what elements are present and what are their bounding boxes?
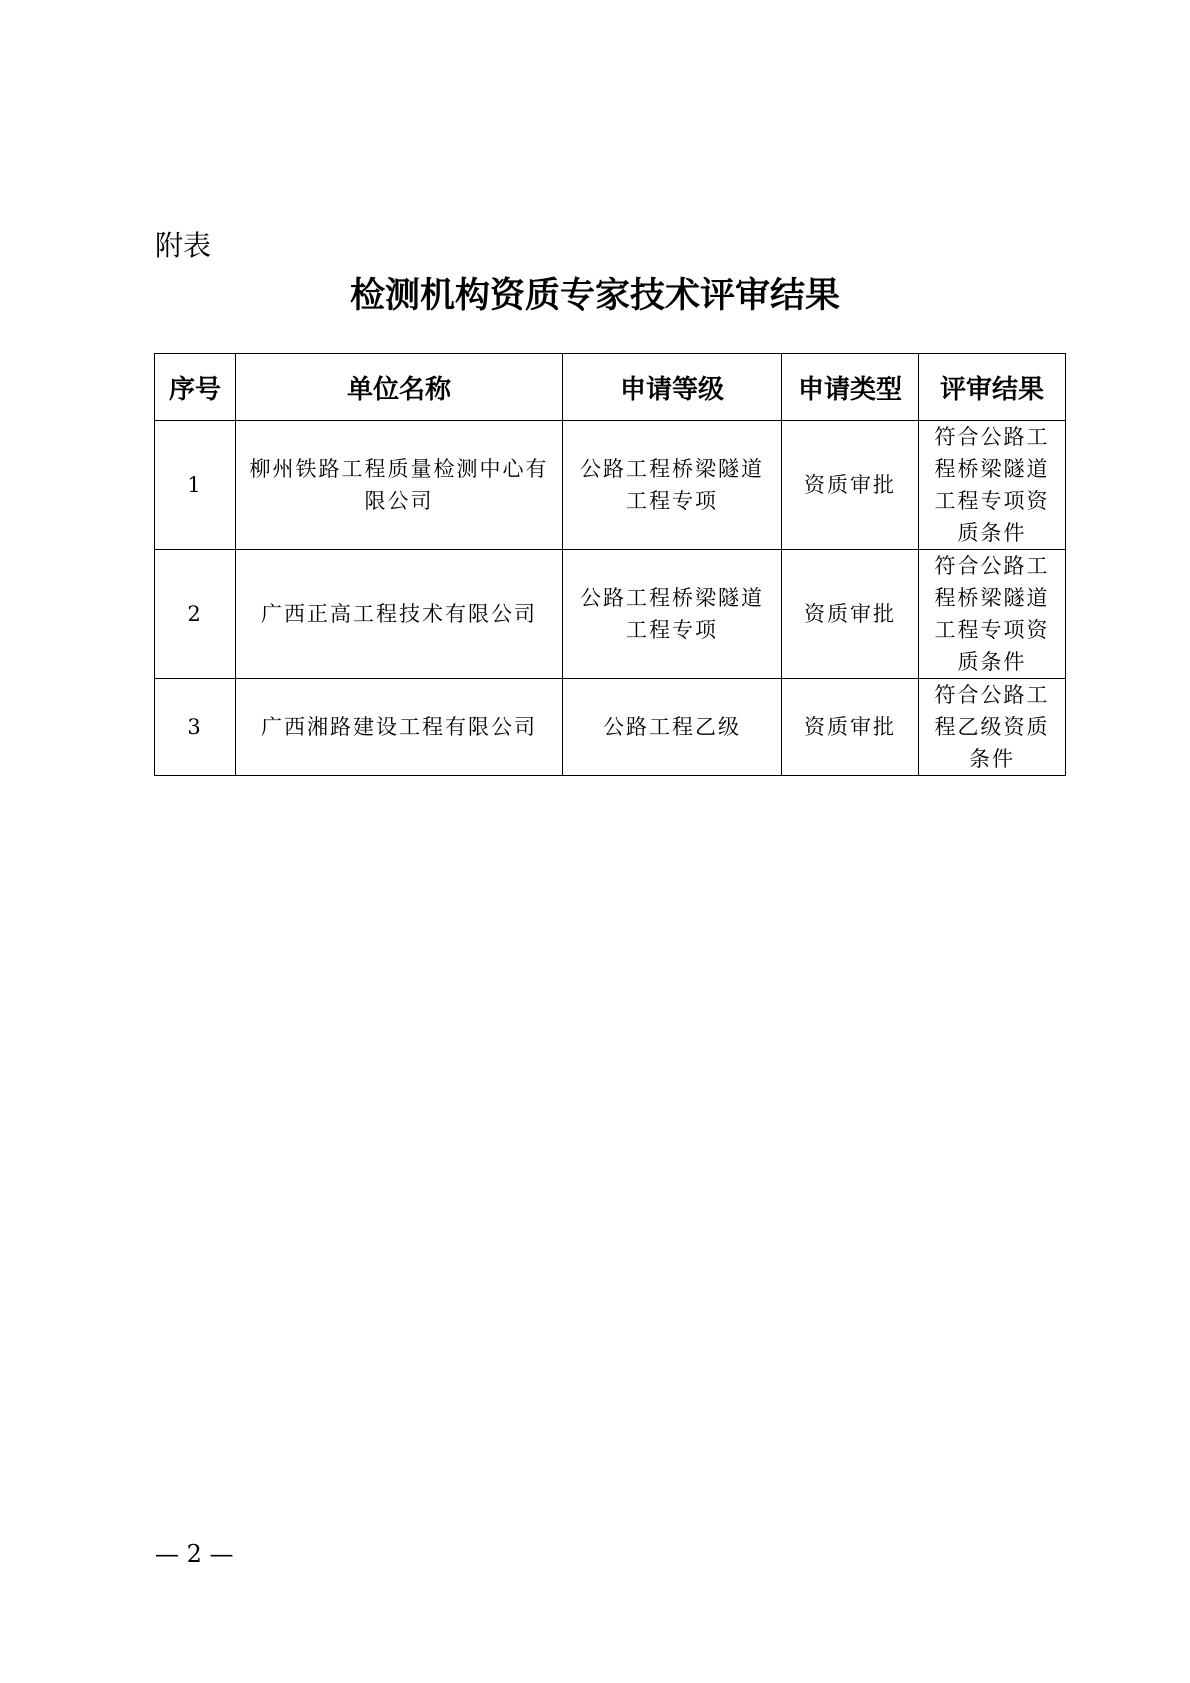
- cell-type: 资质审批: [782, 421, 919, 550]
- header-name: 单位名称: [236, 354, 563, 421]
- annex-label: 附表: [155, 229, 212, 262]
- review-results-table: [154, 353, 1066, 776]
- document-title: 检测机构资质专家技术评审结果: [349, 276, 840, 316]
- header-result: 评审结果: [919, 354, 1066, 421]
- cell-result: 符合公路工程桥梁隧道工程专项资质条件: [919, 421, 1066, 550]
- cell-type: 资质审批: [782, 550, 919, 679]
- cell-no: 2: [155, 550, 236, 679]
- table-header-row: [155, 354, 1066, 421]
- table-row: [155, 679, 1066, 776]
- cell-level: 公路工程乙级: [563, 679, 782, 776]
- cell-level: 公路工程桥梁隧道工程专项: [563, 421, 782, 550]
- cell-result: 符合公路工程乙级资质条件: [919, 679, 1066, 776]
- cell-name: 柳州铁路工程质量检测中心有限公司: [236, 421, 563, 550]
- page-number: — 2 —: [155, 1540, 234, 1568]
- cell-name: 广西湘路建设工程有限公司: [236, 679, 563, 776]
- header-no: 序号: [155, 354, 236, 421]
- cell-name: 广西正高工程技术有限公司: [236, 550, 563, 679]
- table-row: [155, 550, 1066, 679]
- cell-level: 公路工程桥梁隧道工程专项: [563, 550, 782, 679]
- cell-no: 1: [155, 421, 236, 550]
- cell-result: 符合公路工程桥梁隧道工程专项资质条件: [919, 550, 1066, 679]
- cell-no: 3: [155, 679, 236, 776]
- header-type: 申请类型: [782, 354, 919, 421]
- table-row: [155, 421, 1066, 550]
- cell-type: 资质审批: [782, 679, 919, 776]
- header-level: 申请等级: [563, 354, 782, 421]
